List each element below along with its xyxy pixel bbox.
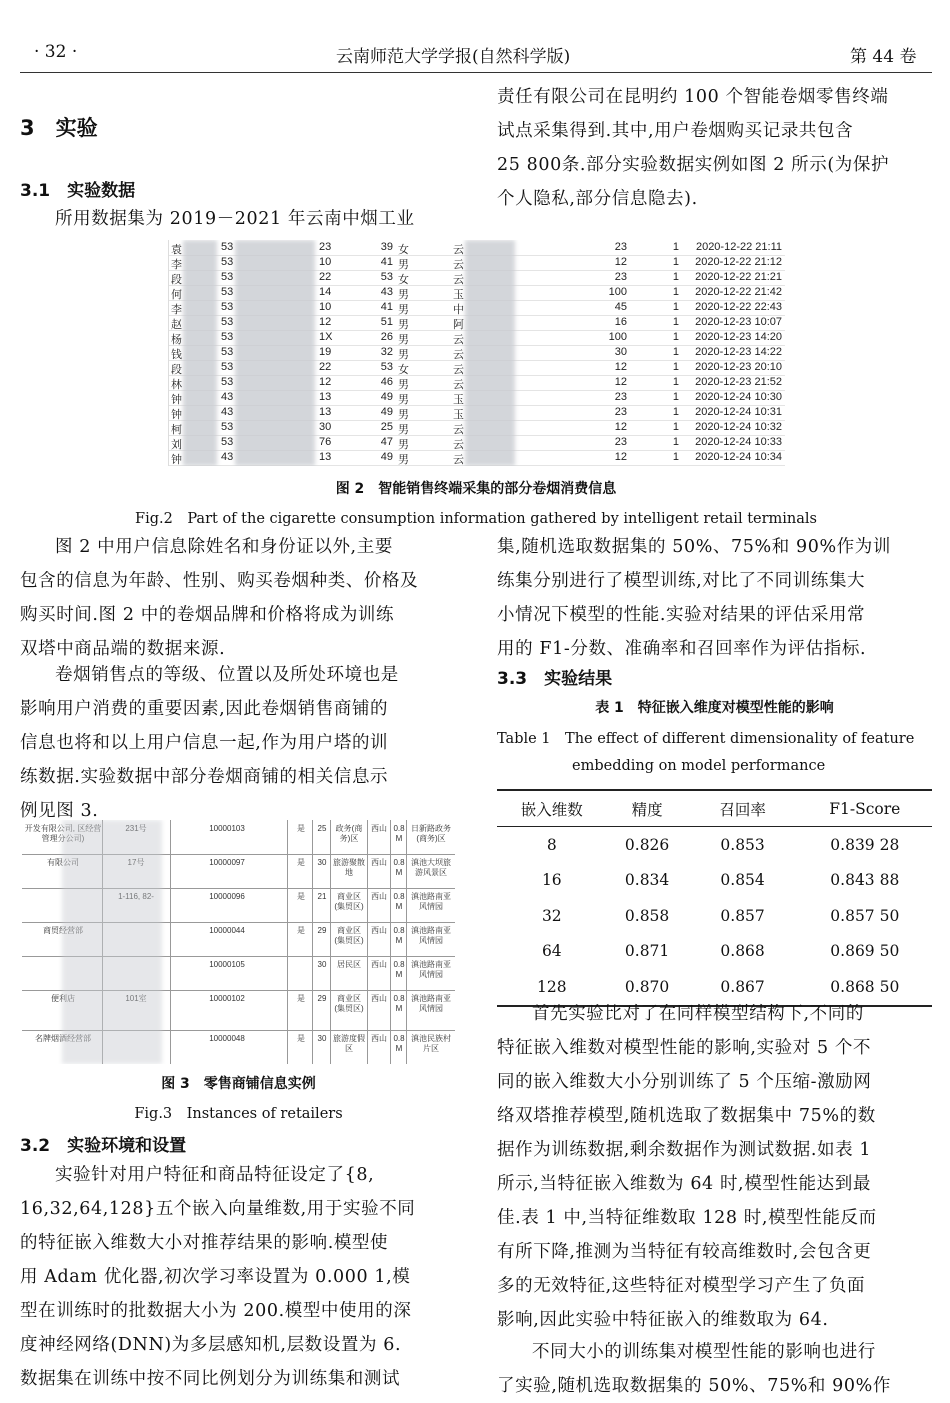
right-paragraph-3 [497,997,932,1337]
table-cell: 13 [319,451,332,463]
table-cell: 0.843 88 [830,871,900,890]
table-cell: 是 [297,926,305,935]
table-cell: 1 [672,421,679,433]
table-cell: 男 [398,409,409,421]
table-cell: 51 [380,316,393,328]
table-cell: 云 [453,334,464,346]
table-cell: 钟 [171,409,182,421]
table-cell: 0.8 M [393,960,405,979]
table-cell: 14 [319,286,332,298]
table-cell: 2020-12-23 21:52 [695,376,782,388]
table-cell: 袁 [171,244,182,256]
table-cell: 钱 [171,349,182,361]
table-cell: 0.826 [624,835,670,854]
table-cell: 53 [221,271,234,283]
table-cell: 1 [672,316,679,328]
figure-3-table [22,820,455,1064]
table-cell: 2020-12-22 21:11 [695,241,782,253]
table-cell: 22 [319,271,332,283]
table-cell: 0.869 50 [830,942,900,961]
table-cell: 23 [614,391,627,403]
table-cell: 滇池路南亚风情园 [411,926,451,945]
figure-3-caption: 图 3 零售商铺信息实例 [161,1076,316,1092]
table-cell: 1-116, 82- [118,892,154,901]
table-cell: 76 [319,436,332,448]
left-paragraph-3 [20,658,456,828]
table-cell: 商贸经营部 [43,926,83,935]
table-cell: 0.8 M [393,824,405,843]
table-cell: 53 [221,256,234,268]
table-cell: 0.870 [607,969,688,1006]
text-line: 同的嵌入维数大小分别训练了 5 个压缩-激励网 [497,1072,872,1092]
table-cell: 0.867 [688,969,798,1006]
table-cell: 32 [380,346,393,358]
table-cell: 53 [221,301,234,313]
table-cell: 名牌烟酒经营部 [35,1034,91,1043]
table-cell: 41 [380,256,393,268]
privacy-blur [183,240,217,466]
table-cell: 玉 [453,394,464,406]
text-line: 练数据.实验数据中部分卷烟商铺的相关信息示 [20,767,389,787]
text-line: 购买时间.图 2 中的卷烟品牌和价格将成为训练 [20,605,395,625]
table-cell: 53 [221,421,234,433]
volume-label: 第 44 卷 [850,47,917,67]
table-cell: 滇池路南亚风情园 [411,960,451,979]
left-paragraph-4 [20,1158,456,1396]
text-line: 佳.表 1 中,当特征维数取 128 时,模型性能反而 [497,1208,877,1228]
table-cell: 何 [171,289,182,301]
table-cell: 男 [398,379,409,391]
table-cell: 便利店 [51,994,75,1003]
table-cell: 有限公司 [47,858,79,867]
table-cell: 101室 [125,994,147,1003]
table-cell: 0.853 [720,835,765,854]
table-cell: 2020-12-23 14:22 [695,346,782,358]
table-cell: 10000103 [209,824,245,833]
table-cell: 23 [614,271,627,283]
table-cell: 16 [614,316,627,328]
table-cell: 政务(商务)区 [335,824,363,843]
table-cell: 0.8 M [393,994,405,1013]
table-cell: 日新路政务(商务)区 [411,824,451,843]
figure-2-table [168,240,785,466]
text-line: 特征嵌入维数对模型性能的影响,实验对 5 个不 [497,1038,872,1058]
table-cell: 云 [453,379,464,391]
table-cell: 45 [614,301,627,313]
table-cell: 49 [380,451,393,463]
table-cell: 39 [380,241,393,253]
text-line: 责任有限公司在昆明约 100 个智能卷烟零售终端 [497,87,889,107]
text-line: 实验针对用户特征和商品特征设定了{8, [55,1165,375,1185]
privacy-blur [465,240,515,466]
table-cell: 0.8 M [393,858,405,877]
text-line: 小情况下模型的性能.实验对结果的评估采用常 [497,605,866,625]
section-3-3-heading: 3.3 实验结果 [497,669,613,689]
table-cell: 玉 [453,409,464,421]
table-cell: 1 [672,271,679,283]
table-cell: 李 [171,304,182,316]
table-cell: 1 [672,361,679,373]
table-cell: 云 [453,244,464,256]
table-cell: 1 [672,331,679,343]
table-cell: 1 [672,391,679,403]
table-cell: 13 [319,391,332,403]
table-cell: 0.868 50 [798,969,932,1006]
table-cell: 53 [221,346,234,358]
column-divider [367,820,368,1064]
table-cell: 1 [672,451,679,463]
table-cell: 是 [297,858,305,867]
table-cell: 0.868 [720,942,765,961]
text-line: 包含的信息为年龄、性别、购买卷烟种类、价格及 [20,571,419,591]
table-cell: 女 [398,244,409,256]
table-cell: 滇池大坝旅游风景区 [411,858,451,877]
table-cell: 西山 [371,960,387,969]
table-cell: 25 [317,824,327,833]
table-cell: 0.8 M [393,892,405,911]
table-cell: 阿 [453,319,464,331]
table-cell: 2020-12-24 10:31 [695,406,782,418]
table-cell: 0.871 [624,942,670,961]
table-cell: 女 [398,364,409,376]
table-cell: 2020-12-24 10:33 [695,436,782,448]
text-line: 了实验,随机选取数据集的 50%、75%和 90%作 [497,1376,891,1396]
table-cell: 2020-12-24 10:34 [695,451,782,463]
table-cell: 男 [398,349,409,361]
text-line: 度神经网络(DNN)为多层感知机,层数设置为 6. [20,1335,402,1355]
table-1 [497,789,932,1007]
table-cell: 30 [317,1034,327,1043]
table-cell: 17号 [127,858,145,867]
table-cell: 10000097 [209,858,245,867]
table-cell: 32 [541,906,562,925]
table-cell: 41 [380,301,393,313]
left-paragraph-2 [20,530,456,666]
table-cell: 10000105 [209,960,245,969]
column-divider [170,820,171,1064]
table-cell: 2020-12-24 10:30 [695,391,782,403]
table-cell: 是 [297,824,305,833]
table-cell: 1 [672,376,679,388]
text-line: 集,随机选取数据集的 50%、75%和 90%作为训 [497,537,891,557]
table-cell: 0.834 [624,871,670,890]
table-1-caption-en-1: Table 1 The effect of different dimensionality of feature [497,731,915,747]
table-cell: 滇池路南亚风情园 [411,994,451,1013]
table-cell: 男 [398,289,409,301]
table-row [497,863,932,899]
table-cell: 0.839 28 [830,835,900,854]
table-cell: 12 [614,451,627,463]
table-cell: 钟 [171,394,182,406]
table-cell: 0.8 M [393,926,405,945]
table-cell: 12 [319,316,332,328]
table-cell: 30 [614,346,627,358]
table-cell: 0.854 [720,871,765,890]
text-line: 影响,因此实验中特征嵌入的维数取为 64. [497,1310,829,1330]
left-paragraph-1 [20,202,456,236]
table-cell: 22 [319,361,332,373]
text-line: 信息也将和以上用户信息一起,作为用户塔的训 [20,733,389,753]
table-cell: 西山 [371,994,387,1003]
right-paragraph-2 [497,530,932,666]
table-cell: 29 [317,926,327,935]
table-cell: 53 [380,271,393,283]
table-cell: 231号 [125,824,147,833]
table-cell: 30 [317,858,327,867]
table-cell: 0.858 [624,906,670,925]
table-cell: 男 [398,439,409,451]
journal-title: 云南师范大学学报(自然科学版) [336,47,571,67]
text-line: 25 800条.部分实验数据实例如图 2 所示(为保护 [497,155,890,175]
section-3-heading: 3 实验 [20,116,98,140]
table-cell: 男 [398,304,409,316]
table-cell: 商业区(集贸区) [334,926,364,945]
text-line: 影响用户消费的重要因素,因此卷烟销售商铺的 [20,699,389,719]
column-header: F1-Score [798,790,932,827]
table-cell: 男 [398,259,409,271]
text-line: 络双塔推荐模型,随机选取了数据集中 75%的数 [497,1106,876,1126]
text-line: 16,32,64,128}五个嵌入向量维数,用于实验不同 [20,1199,416,1219]
table-cell: 2020-12-23 14:20 [695,331,782,343]
table-cell: 1 [672,346,679,358]
table-cell: 云 [453,439,464,451]
header-rule [20,72,932,73]
table-cell: 12 [614,421,627,433]
table-cell: 53 [380,361,393,373]
table-cell: 云 [453,424,464,436]
table-cell: 2020-12-22 22:43 [695,301,782,313]
table-cell: 10000044 [209,926,245,935]
table-cell: 商业区(集贸区) [334,994,364,1013]
table-cell: 0.857 50 [830,906,900,925]
text-line: 例见图 3. [20,801,99,821]
table-cell: 0.857 [720,906,765,925]
table-cell: 1 [672,256,679,268]
text-line: 有所下降,推测为当特征有较高维数时,会包含更 [497,1242,872,1262]
table-cell: 商业区(集贸区) [334,892,364,911]
text-line: 的特征嵌入维数大小对推荐结果的影响.模型使 [20,1233,389,1253]
table-cell: 12 [614,376,627,388]
table-cell: 旅游度假区 [333,1034,365,1053]
table-cell: 男 [398,394,409,406]
table-cell: 53 [221,376,234,388]
table-cell: 23 [319,241,332,253]
text-line: 图 2 中用户信息除姓名和身份证以外,主要 [55,537,393,557]
column-divider [312,820,313,1064]
table-row [497,898,932,934]
table-cell: 云 [453,274,464,286]
section-3-1-heading: 3.1 实验数据 [20,181,136,201]
table-cell: 53 [221,331,234,343]
text-line: 卷烟销售点的等级、位置以及所处环境也是 [55,665,399,685]
table-cell: 19 [319,346,332,358]
table-1-caption: 表 1 特征嵌入维度对模型性能的影响 [595,700,834,716]
table-cell: 23 [614,436,627,448]
table-cell: 钟 [171,454,182,466]
table-cell: 12 [614,256,627,268]
text-line: 用 Adam 优化器,初次学习率设置为 0.000 1,模 [20,1267,411,1287]
figure-2-caption-en: Fig.2 Part of the cigarette consumption information gathered by intelligent retail terminals [135,511,817,527]
table-cell: 1 [672,301,679,313]
table-cell: 43 [221,451,234,463]
table-cell: 西山 [371,892,387,901]
table-cell: 43 [221,406,234,418]
column-header: 召回率 [688,790,798,827]
table-cell: 男 [398,319,409,331]
table-cell: 12 [319,376,332,388]
table-cell: 林 [171,379,182,391]
table-cell: 2020-12-23 10:07 [695,316,782,328]
text-line: 用的 F1-分数、准确率和召回率作为评估指标. [497,639,867,659]
table-cell: 女 [398,274,409,286]
table-cell: 13 [319,406,332,418]
table-cell: 10000102 [209,994,245,1003]
text-line: 型在训练时的批数据大小为 200.模型中使用的深 [20,1301,412,1321]
table-cell: 1 [672,436,679,448]
table-cell: 滇池路南亚风情园 [411,892,451,911]
table-cell: 10 [319,256,332,268]
table-cell: 10000048 [209,1034,245,1043]
table-cell: 21 [317,892,327,901]
column-header: 精度 [607,790,688,827]
table-cell: 赵 [171,319,182,331]
table-cell: 李 [171,259,182,271]
table-cell: 男 [398,334,409,346]
table-cell: 29 [317,994,327,1003]
table-cell: 2020-12-22 21:42 [695,286,782,298]
text-line: 数据集在训练中按不同比例划分为训练集和测试 [20,1369,401,1389]
table-cell: 2020-12-22 21:12 [695,256,782,268]
figure-3-caption-en: Fig.3 Instances of retailers [134,1106,343,1122]
table-cell: 2020-12-23 20:10 [695,361,782,373]
table-cell: 段 [171,364,182,376]
text-line: 首先实验比对了在同样模型结构下,不同的 [532,1004,864,1024]
table-cell: 46 [380,376,393,388]
table-cell: 开发有限公司, 区经营管理分公司) [24,824,102,843]
text-line: 双塔中商品端的数据来源. [20,639,226,659]
table-cell: 居民区 [337,960,361,969]
table-cell: 男 [398,454,409,466]
text-line: 练集分别进行了模型训练,对比了不同训练集大 [497,571,866,591]
table-cell: 段 [171,274,182,286]
table-cell: 云 [453,364,464,376]
text-line: 所用数据集为 2019－2021 年云南中烟工业 [55,209,415,229]
table-cell: 男 [398,424,409,436]
text-line: 据作为训练数据,剩余数据作为测试数据.如表 1 [497,1140,872,1160]
table-cell: 西山 [371,824,387,833]
privacy-blur [235,240,315,466]
table-cell: 23 [614,241,627,253]
table-cell: 2020-12-24 10:32 [695,421,782,433]
table-cell: 西山 [371,858,387,867]
table-cell: 53 [221,241,234,253]
right-paragraph-1 [497,80,932,216]
table-row [497,934,932,970]
table-cell: 滇池民族村片区 [411,1034,451,1053]
text-line: 个人隐私,部分信息隐去). [497,189,698,209]
table-1-caption-en-2: embedding on model performance [572,758,826,774]
table-cell: 47 [380,436,393,448]
table-cell: 12 [614,361,627,373]
table-cell: 16 [541,871,562,890]
table-cell: 1 [672,406,679,418]
table-cell: 云 [453,259,464,271]
table-cell: 53 [221,316,234,328]
table-cell: 53 [221,361,234,373]
table-cell: 49 [380,391,393,403]
table-cell: 8 [546,835,557,854]
column-divider [406,820,407,1064]
column-divider [330,820,331,1064]
table-cell: 西山 [371,926,387,935]
page-number: · 32 · [34,42,78,62]
section-3-2-heading: 3.2 实验环境和设置 [20,1136,187,1156]
table-cell: 30 [319,421,332,433]
table-cell: 0.8 M [393,1034,405,1053]
table-cell: 30 [317,960,327,969]
table-cell: 1 [672,241,679,253]
table-cell: 23 [614,406,627,418]
text-line: 不同大小的训练集对模型性能的影响也进行 [532,1342,876,1362]
table-cell: 25 [380,421,393,433]
table-header-row [497,790,932,827]
table-cell: 杨 [171,334,182,346]
table-cell: 49 [380,406,393,418]
table-cell: 旅游聚散地 [333,858,365,877]
table-cell: 云 [453,349,464,361]
column-divider [390,820,391,1064]
table-cell: 53 [221,436,234,448]
right-paragraph-4 [497,1335,932,1403]
table-cell: 10 [319,301,332,313]
text-line: 试点采集得到.其中,用户卷烟购买记录共包含 [497,121,854,141]
table-cell: 西山 [371,1034,387,1043]
table-cell: 128 [497,969,607,1006]
figure-2-caption: 图 2 智能销售终端采集的部分卷烟消费信息 [335,481,617,497]
table-cell: 刘 [171,439,182,451]
table-cell: 43 [221,391,234,403]
column-header: 嵌入维数 [497,790,607,827]
table-cell: 64 [541,942,562,961]
text-line: 多的无效特征,这些特征对模型学习产生了负面 [497,1276,866,1296]
column-divider [287,820,288,1064]
table-cell: 玉 [453,289,464,301]
table-cell: 柯 [171,424,182,436]
table-cell: 云 [453,454,464,466]
table-row [497,827,932,863]
table-cell: 2020-12-22 21:21 [695,271,782,283]
table-cell: 是 [297,1034,305,1043]
table-cell: 是 [297,892,305,901]
table-cell: 43 [380,286,393,298]
privacy-blur [62,820,162,1064]
table-cell: 1X [319,331,333,343]
table-cell: 100 [608,286,627,298]
table-cell: 是 [297,994,305,1003]
table-cell: 26 [380,331,393,343]
table-cell: 10000096 [209,892,245,901]
table-cell: 100 [608,331,627,343]
text-line: 所示,当特征嵌入维数为 64 时,模型性能达到最 [497,1174,871,1194]
table-cell: 53 [221,286,234,298]
table-cell: 1 [672,286,679,298]
table-cell: 中 [453,304,464,316]
